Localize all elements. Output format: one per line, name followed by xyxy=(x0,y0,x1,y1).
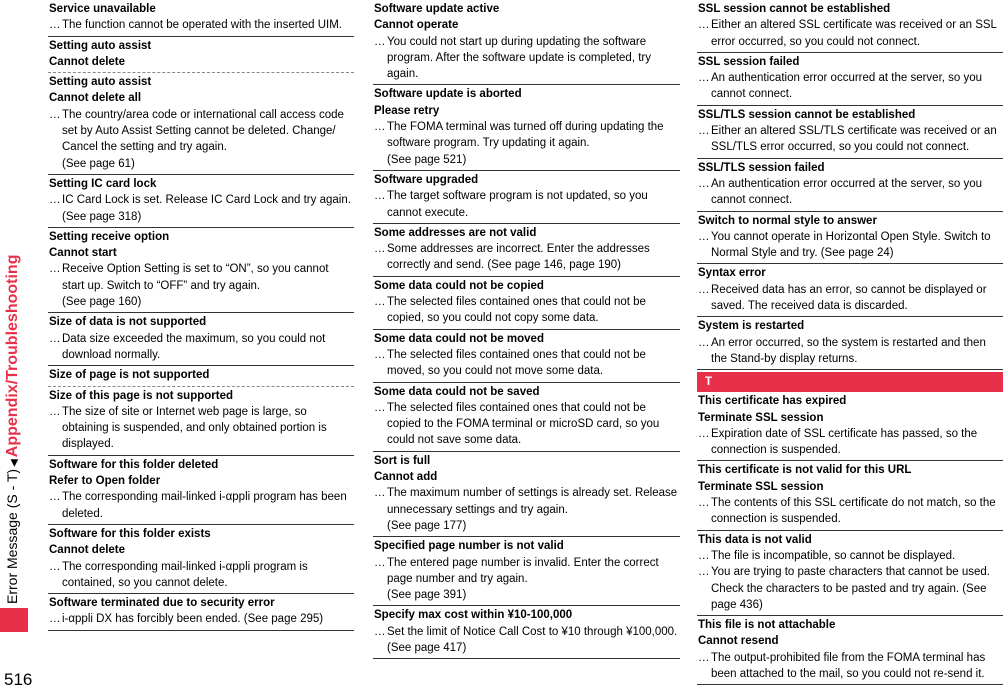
error-description: … Either an altered SSL/TLS certificate was received or an SSL/TLS error occurred, so you could not connect. xyxy=(698,123,1003,156)
error-entry xyxy=(373,537,680,606)
error-entry xyxy=(697,317,1003,370)
error-description: … The size of site or Internet web page is large, so obtaining is suspended, and only obtained portion is displayed. xyxy=(49,404,354,453)
error-description: … An authentication error occurred at the server, so you cannot connect. xyxy=(698,176,1003,209)
error-entry xyxy=(373,383,680,452)
error-description: … An error occurred, so the system is restarted and then the Stand-by display returns. xyxy=(698,335,1003,368)
error-entry xyxy=(48,0,354,37)
error-message-title: Some data could not be saved xyxy=(374,385,540,398)
error-message-title: SSL/TLS session cannot be established xyxy=(698,108,916,121)
error-entry xyxy=(697,461,1003,530)
error-message-title: Some addresses are not valid xyxy=(374,226,537,239)
error-message-title: This certificate is not valid for this URL xyxy=(698,464,912,477)
error-message-title: Specify max cost within ¥10-100,000 xyxy=(374,609,573,622)
side-index-tab xyxy=(0,608,28,632)
error-message-title: Setting IC card lock xyxy=(49,177,157,190)
error-description: … The country/area code or international call access code set by Auto Assist Setting cannot be deleted. Change/ Cancel the setting and try again. (See page 61) xyxy=(49,107,354,172)
error-message-title: SSL session failed xyxy=(698,55,800,68)
error-entry xyxy=(373,452,680,537)
column-2 xyxy=(373,0,680,659)
error-entry xyxy=(373,0,680,85)
error-description: … The corresponding mail-linked i-αppli program is contained, so you cannot delete. xyxy=(49,559,354,592)
error-description: … Received data has an error, so cannot be displayed or saved. The received data is discarded. xyxy=(698,282,1003,315)
error-entry xyxy=(697,159,1003,212)
error-message-title: This file is not attachable xyxy=(698,619,836,632)
error-description: … The FOMA terminal was turned off during updating the software program. Try updating it again. (See page 521) xyxy=(374,119,680,168)
error-message-title: Sort is full xyxy=(374,454,431,467)
error-description: … Expiration date of SSL certificate has passed, so the connection is suspended. xyxy=(698,426,1003,459)
error-description: … The output-prohibited file from the FOMA terminal has been attached to the mail, so you could not re-send it. xyxy=(698,650,1003,683)
side-index-label xyxy=(4,255,23,604)
error-entry xyxy=(697,531,1003,616)
error-entry xyxy=(48,594,354,631)
column-1 xyxy=(48,0,354,631)
section-heading: T xyxy=(697,372,1003,392)
error-message-title: Size of page is not supported xyxy=(49,369,210,382)
error-message-title: Cannot operate xyxy=(374,19,459,32)
error-message-title: Software update is aborted xyxy=(374,88,522,101)
error-entry xyxy=(48,73,354,175)
error-entry xyxy=(48,228,354,313)
error-description: … The entered page number is invalid. Enter the correct page number and try again. (See page 391) xyxy=(374,555,680,604)
side-index xyxy=(0,0,33,697)
error-description: … The selected files contained ones that could not be copied to the FOMA terminal or microSD card, so you could not save some data. xyxy=(374,400,680,449)
error-description: … Receive Option Setting is set to “ON”, so you cannot start up. Switch to “OFF” and try again. (See page 160) xyxy=(49,261,354,310)
error-message-title: Setting receive option xyxy=(49,230,170,243)
error-entry xyxy=(373,171,680,224)
column-3 xyxy=(697,0,1003,685)
error-message-title: Software for this folder deleted xyxy=(49,458,219,471)
error-entry xyxy=(48,525,354,594)
error-message-title: Some data could not be moved xyxy=(374,332,544,345)
error-entry xyxy=(373,330,680,383)
error-message-title: Cannot delete all xyxy=(49,92,142,105)
error-description: … The target software program is not updated, so you cannot execute. xyxy=(374,188,680,221)
error-entry xyxy=(697,212,1003,265)
triangle-marker-icon: ◀ xyxy=(9,459,20,467)
error-message-title: Refer to Open folder xyxy=(49,475,161,488)
error-description: … Set the limit of Notice Call Cost to ¥10 through ¥100,000. (See page 417) xyxy=(374,624,680,657)
error-entry xyxy=(373,85,680,170)
section-range: Error Message (S - T) xyxy=(4,468,20,604)
error-message-title: Setting auto assist xyxy=(49,76,152,89)
error-message-title: SSL/TLS session failed xyxy=(698,161,825,174)
error-message-title: Software upgraded xyxy=(374,173,479,186)
error-message-title: Specified page number is not valid xyxy=(374,540,564,553)
error-description: … IC Card Lock is set. Release IC Card Lock and try again. (See page 318) xyxy=(49,192,354,225)
error-description: … You cannot operate in Horizontal Open Style. Switch to Normal Style and try. (See page 24) xyxy=(698,229,1003,262)
error-description: … i-αppli DX has forcibly been ended. (See page 295) xyxy=(49,611,354,627)
error-description: … An authentication error occurred at the server, so you cannot connect. xyxy=(698,70,1003,103)
error-entry xyxy=(697,616,1003,685)
error-message-title: Cannot add xyxy=(374,471,438,484)
error-message-title: Cannot delete xyxy=(49,55,126,68)
error-description: … Either an altered SSL certificate was received or an SSL error occurred, so you could not connect. xyxy=(698,17,1003,50)
error-description: … The selected files contained ones that could not be moved, so you could not move some data. xyxy=(374,347,680,380)
error-message-title: Cannot delete xyxy=(49,544,126,557)
error-message-title: Cannot resend xyxy=(698,635,779,648)
error-message-title: Terminate SSL session xyxy=(698,480,824,493)
error-message-title: Terminate SSL session xyxy=(698,411,824,424)
error-message-title: Syntax error xyxy=(698,267,766,280)
error-message-title: Size of this page is not supported xyxy=(49,389,234,402)
error-message-title: SSL session cannot be established xyxy=(698,3,891,15)
error-entry xyxy=(373,606,680,659)
error-description: … The function cannot be operated with the inserted UIM. xyxy=(49,17,354,33)
error-description: … The contents of this SSL certificate do not match, so the connection is suspended. xyxy=(698,495,1003,528)
error-entry xyxy=(697,106,1003,159)
error-description: … Some addresses are incorrect. Enter the addresses correctly and send. (See page 146, page 190) xyxy=(374,241,680,274)
error-message-title: This data is not valid xyxy=(698,533,812,546)
error-entry xyxy=(697,53,1003,106)
error-message-title: Switch to normal style to answer xyxy=(698,214,877,227)
error-message-title: Some data could not be copied xyxy=(374,279,544,292)
error-entry xyxy=(48,313,354,366)
error-message-title: Setting auto assist xyxy=(49,39,152,52)
error-message-title: Cannot start xyxy=(49,247,117,260)
error-entry xyxy=(373,277,680,330)
error-message-title: Software for this folder exists xyxy=(49,527,211,540)
error-message-title: System is restarted xyxy=(698,320,805,333)
error-description: … The maximum number of settings is already set. Release unnecessary settings and try again. (See page 177) xyxy=(374,485,680,534)
error-description: … You are trying to paste characters that cannot be used. Check the characters to be pasted and try again. (See page 436) xyxy=(698,564,1003,613)
error-message-title: Size of data is not supported xyxy=(49,316,207,329)
error-message-title: Please retry xyxy=(374,104,440,117)
error-entry xyxy=(697,392,1003,461)
error-entry xyxy=(48,37,354,74)
error-description: … Data size exceeded the maximum, so you could not download normally. xyxy=(49,331,354,364)
page-number: 516 xyxy=(4,670,33,689)
error-description: … The corresponding mail-linked i-αppli program has been deleted. xyxy=(49,489,354,522)
error-entry xyxy=(697,264,1003,317)
error-message-title: Service unavailable xyxy=(49,3,156,15)
error-entry xyxy=(48,456,354,525)
error-entry xyxy=(48,387,354,456)
error-entry xyxy=(373,224,680,277)
error-description: … The selected files contained ones that could not be copied, so you could not copy some data. xyxy=(374,294,680,327)
error-message-title: This certificate has expired xyxy=(698,395,847,408)
error-entry xyxy=(48,366,354,386)
error-message-title: Software update active xyxy=(374,3,500,15)
chapter-title: Appendix/Troubleshooting xyxy=(4,254,21,458)
error-description: … The file is incompatible, so cannot be displayed. xyxy=(698,548,1003,564)
error-entry xyxy=(697,0,1003,53)
error-entry xyxy=(48,175,354,228)
error-description: … You could not start up during updating the software program. After the software update is completed, try again. xyxy=(374,34,680,83)
error-message-title: Software terminated due to security error xyxy=(49,597,275,610)
